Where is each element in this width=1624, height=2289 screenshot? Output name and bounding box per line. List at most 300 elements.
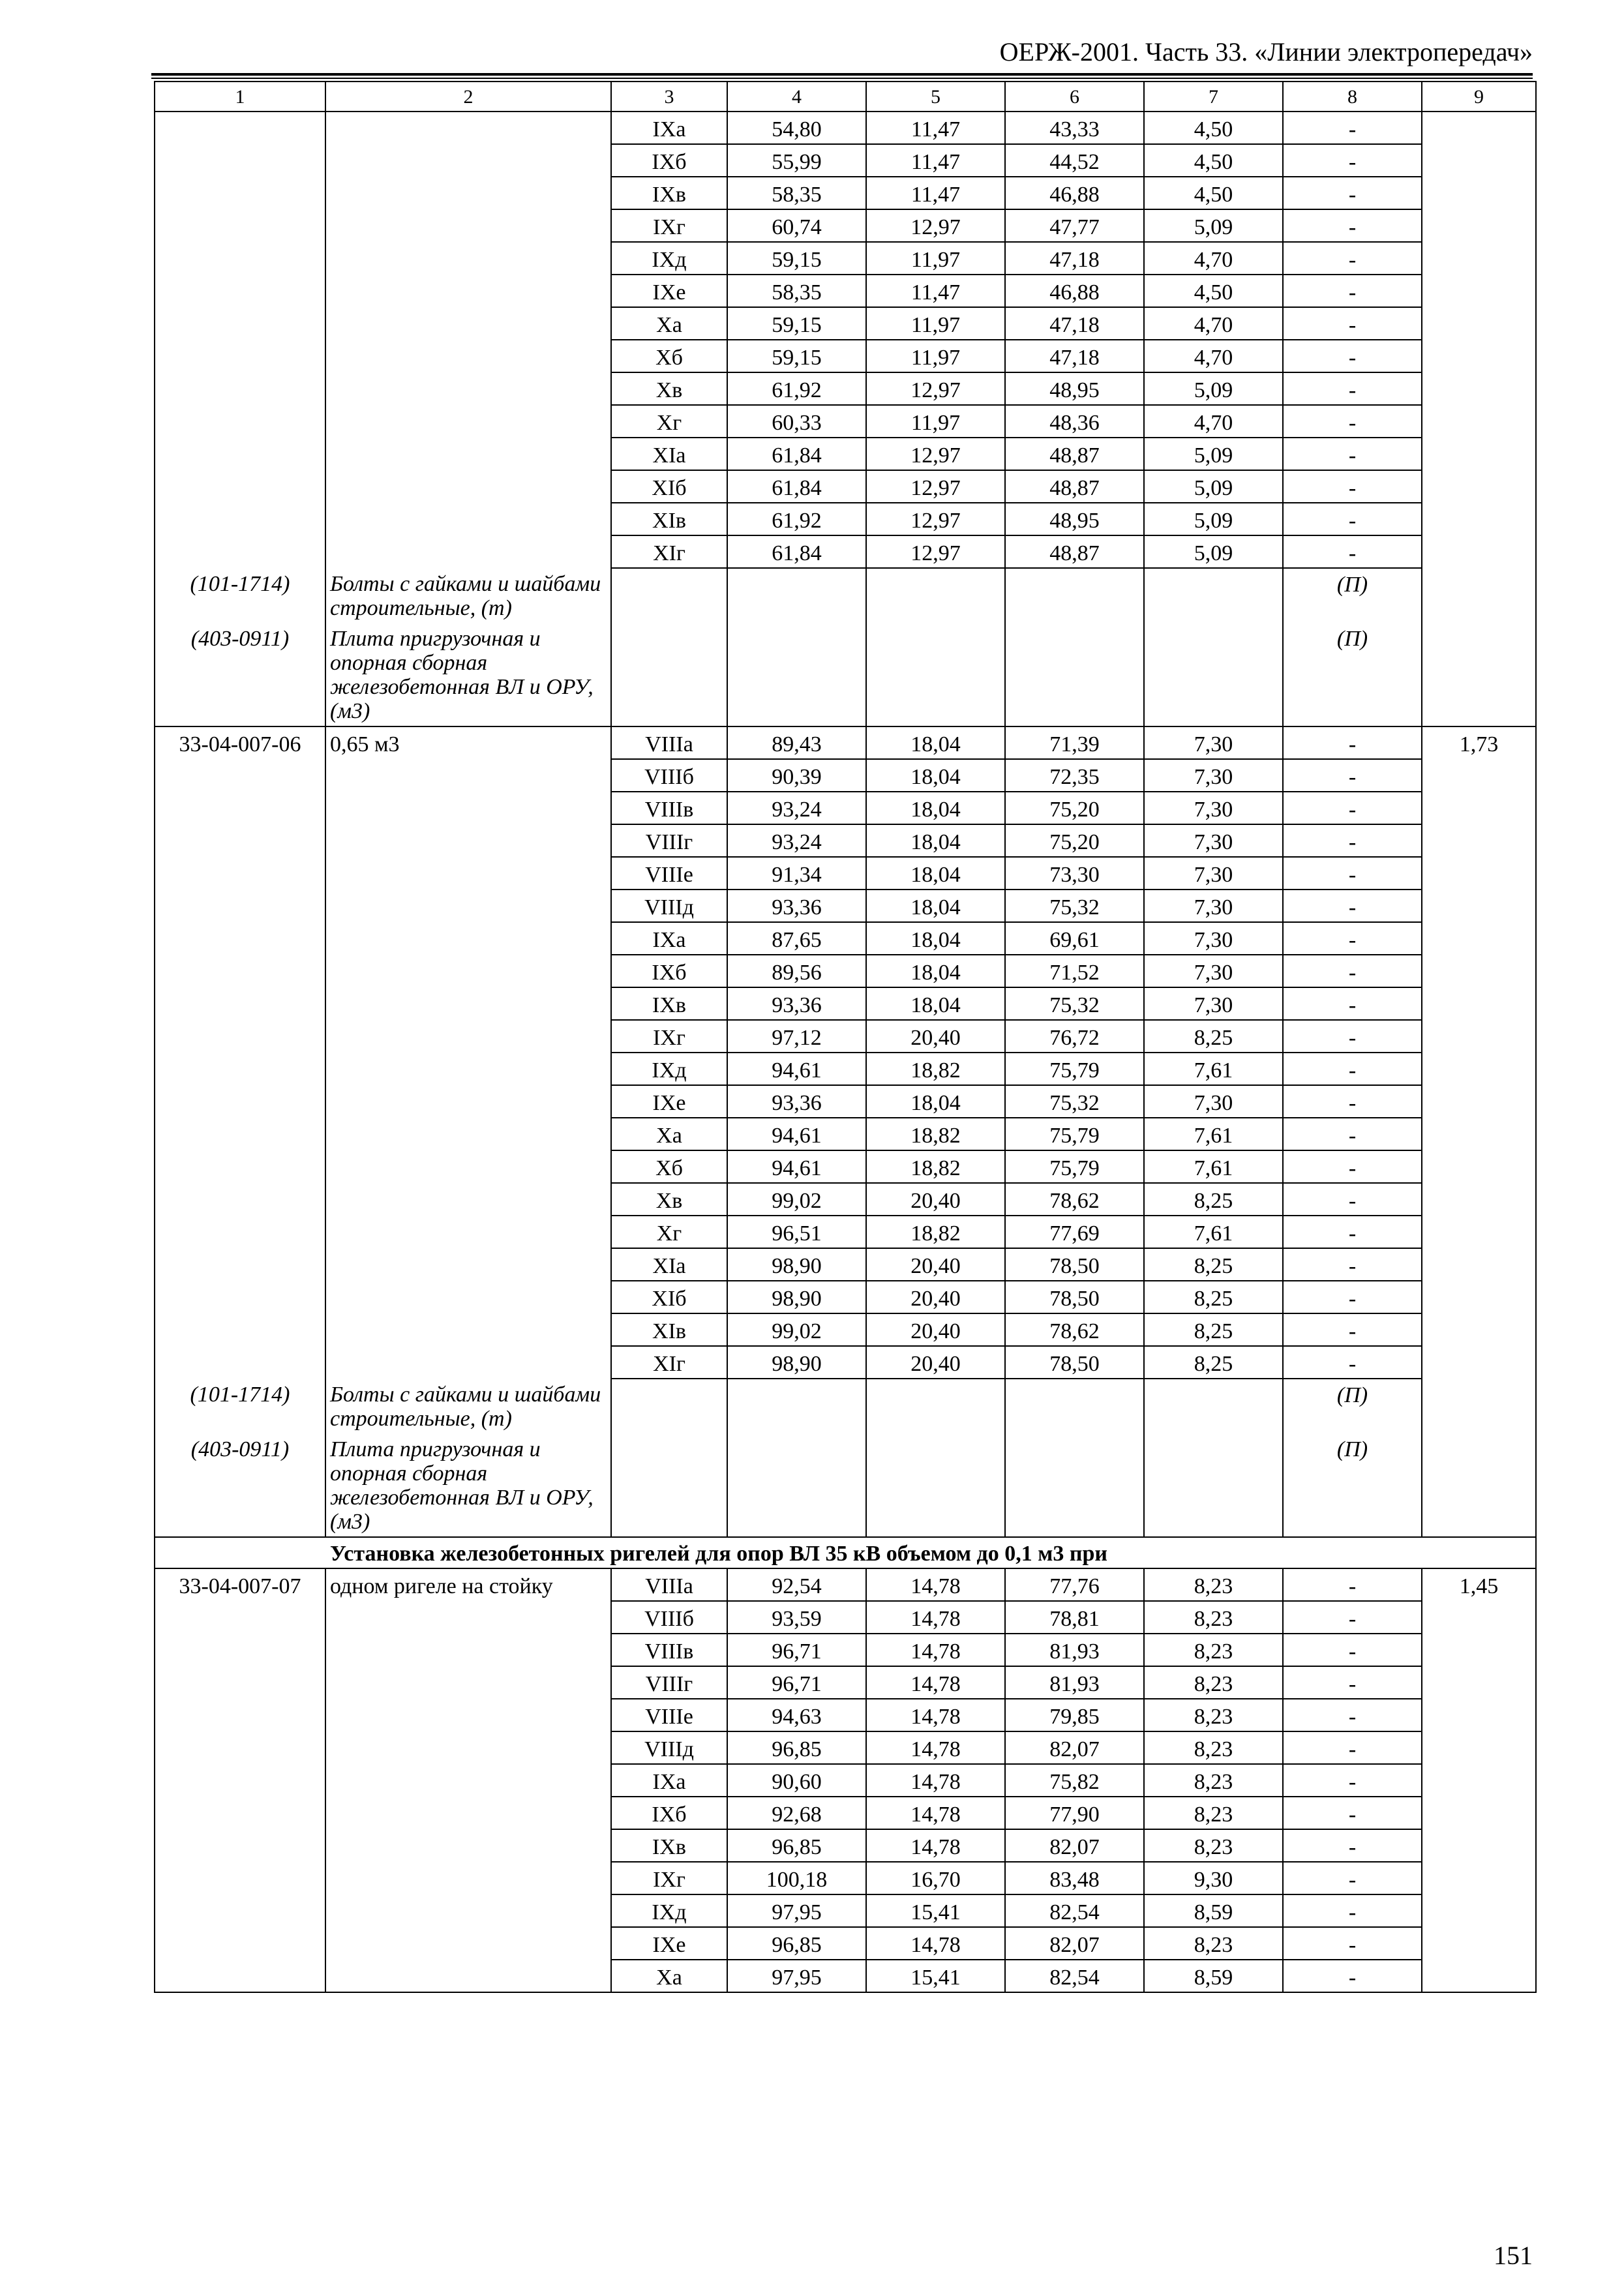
zone-cell: XIв (611, 503, 727, 535)
table-row (155, 1894, 1536, 1927)
machines-cell: 75,79 (1005, 1118, 1144, 1150)
driver-wages-cell: 4,70 (1144, 405, 1283, 438)
table-row (155, 177, 1536, 209)
driver-wages-cell: 7,30 (1144, 792, 1283, 824)
driver-wages-cell: 5,09 (1144, 470, 1283, 503)
section-title: Установка железобетонных ригелей для опор ВЛ 35 кВ объемом до 0,1 м3 при (155, 1537, 1536, 1568)
rate-code-cell (155, 759, 325, 792)
work-name-cell (325, 1666, 611, 1699)
wages-cell: 15,41 (866, 1960, 1005, 1992)
zone-cell: XIг (611, 1346, 727, 1379)
rate-code-cell (155, 1020, 325, 1053)
work-name-cell (325, 275, 611, 307)
labor-cost-cell (1422, 922, 1536, 955)
table-row (155, 1829, 1536, 1862)
total-cost-cell: 89,56 (727, 955, 866, 987)
driver-wages-cell: 8,23 (1144, 1797, 1283, 1829)
zone-cell: IXа (611, 112, 727, 144)
table-row (155, 1960, 1536, 1992)
wages-cell: 11,97 (866, 340, 1005, 372)
total-cost-cell: 96,51 (727, 1216, 866, 1248)
work-name-cell (325, 1313, 611, 1346)
machines-cell: 82,07 (1005, 1731, 1144, 1764)
rate-code-cell (155, 922, 325, 955)
table-row (155, 1764, 1536, 1797)
wages-cell: 12,97 (866, 209, 1005, 242)
resource-flag: (П) (1283, 568, 1422, 623)
rate-code-cell (155, 857, 325, 890)
resource-name: Плита пригрузочная и опорная сборная железобетонная ВЛ и ОРУ, (м3) (325, 1433, 611, 1537)
total-cost-cell: 89,43 (727, 726, 866, 759)
work-name (325, 112, 611, 144)
work-name-cell (325, 535, 611, 568)
wages-cell: 12,97 (866, 438, 1005, 470)
work-name-cell (325, 1216, 611, 1248)
labor-cost-cell (1422, 1862, 1536, 1894)
rate-code: 33-04-007-07 (155, 1568, 325, 1601)
rate-code-cell (155, 1731, 325, 1764)
labor-cost-cell (1422, 372, 1536, 405)
materials-cell: - (1283, 1150, 1422, 1183)
table-row (155, 890, 1536, 922)
labor-cost-cell (1422, 1085, 1536, 1118)
materials-cell: - (1283, 1216, 1422, 1248)
rate-code-cell (155, 955, 325, 987)
wages-cell: 18,82 (866, 1216, 1005, 1248)
total-cost-cell: 61,84 (727, 470, 866, 503)
machines-cell: 44,52 (1005, 144, 1144, 177)
total-cost-cell: 94,63 (727, 1699, 866, 1731)
machines-cell: 48,36 (1005, 405, 1144, 438)
labor-cost-cell (1422, 470, 1536, 503)
zone-cell: IXг (611, 1020, 727, 1053)
rate-code-cell (155, 1085, 325, 1118)
materials-cell: - (1283, 890, 1422, 922)
zone-cell: IXб (611, 1797, 727, 1829)
wages-cell: 11,47 (866, 275, 1005, 307)
zone-cell: VIIIв (611, 1634, 727, 1666)
wages-cell: 14,78 (866, 1634, 1005, 1666)
machines-cell: 43,33 (1005, 112, 1144, 144)
total-cost-cell: 98,90 (727, 1346, 866, 1379)
table-row (155, 1248, 1536, 1281)
resource-row (155, 1379, 1536, 1433)
labor-cost-cell (1422, 1248, 1536, 1281)
table-row (155, 1020, 1536, 1053)
materials-cell: - (1283, 340, 1422, 372)
materials-cell: - (1283, 470, 1422, 503)
machines-cell: 82,07 (1005, 1927, 1144, 1960)
work-name-cell (325, 1150, 611, 1183)
total-cost-cell: 99,02 (727, 1313, 866, 1346)
table-row (155, 307, 1536, 340)
labor-cost-cell (1422, 1346, 1536, 1379)
materials-cell: - (1283, 177, 1422, 209)
work-name-cell (325, 987, 611, 1020)
work-name-cell (325, 1894, 611, 1927)
total-cost-cell: 93,36 (727, 890, 866, 922)
empty-cell (1144, 568, 1283, 623)
total-cost-cell: 54,80 (727, 112, 866, 144)
machines-cell: 47,18 (1005, 242, 1144, 275)
materials-cell: - (1283, 1666, 1422, 1699)
materials-cell: - (1283, 307, 1422, 340)
labor-cost-cell (1422, 1183, 1536, 1216)
machines-cell: 72,35 (1005, 759, 1144, 792)
zone-cell: IXе (611, 275, 727, 307)
work-name-cell (325, 1248, 611, 1281)
driver-wages-cell: 5,09 (1144, 372, 1283, 405)
driver-wages-cell: 4,70 (1144, 242, 1283, 275)
wages-cell: 20,40 (866, 1313, 1005, 1346)
driver-wages-cell: 5,09 (1144, 535, 1283, 568)
work-name-cell (325, 1601, 611, 1634)
wages-cell: 18,04 (866, 987, 1005, 1020)
empty-cell (1422, 1379, 1536, 1433)
total-cost-cell: 93,36 (727, 987, 866, 1020)
empty-cell (1144, 623, 1283, 726)
driver-wages-cell: 8,23 (1144, 1699, 1283, 1731)
wages-cell: 11,97 (866, 405, 1005, 438)
labor-cost-cell (1422, 1216, 1536, 1248)
labor-cost-cell (1422, 535, 1536, 568)
machines-cell: 82,54 (1005, 1960, 1144, 1992)
materials-cell: - (1283, 1764, 1422, 1797)
zone-cell: XIб (611, 470, 727, 503)
total-cost-cell: 93,36 (727, 1085, 866, 1118)
table-row (155, 1183, 1536, 1216)
materials-cell: - (1283, 1894, 1422, 1927)
table-row (155, 955, 1536, 987)
empty-cell (611, 623, 727, 726)
driver-wages-cell: 8,23 (1144, 1731, 1283, 1764)
zone-cell: Xб (611, 340, 727, 372)
total-cost-cell: 87,65 (727, 922, 866, 955)
materials-cell: - (1283, 1731, 1422, 1764)
rate-code-cell (155, 1183, 325, 1216)
rate-code-cell (155, 1894, 325, 1927)
table-row (155, 1601, 1536, 1634)
machines-cell: 46,88 (1005, 177, 1144, 209)
zone-cell: XIб (611, 1281, 727, 1313)
driver-wages-cell: 9,30 (1144, 1862, 1283, 1894)
driver-wages-cell: 5,09 (1144, 503, 1283, 535)
materials-cell: - (1283, 1960, 1422, 1992)
work-name-cell (325, 890, 611, 922)
wages-cell: 16,70 (866, 1862, 1005, 1894)
labor-cost-cell (1422, 1601, 1536, 1634)
zone-cell: VIIIа (611, 1568, 727, 1601)
machines-cell: 77,90 (1005, 1797, 1144, 1829)
driver-wages-cell: 8,25 (1144, 1313, 1283, 1346)
zone-cell: IXг (611, 209, 727, 242)
table-row (155, 242, 1536, 275)
machines-cell: 47,18 (1005, 307, 1144, 340)
work-name-cell (325, 1346, 611, 1379)
resource-code: (403-0911) (155, 1433, 325, 1537)
materials-cell: - (1283, 1927, 1422, 1960)
labor-cost-cell (1422, 503, 1536, 535)
table-row (155, 1346, 1536, 1379)
wages-cell: 18,04 (866, 824, 1005, 857)
page-header: ОЕРЖ-2001. Часть 33. «Линии электропередач» (999, 37, 1533, 67)
empty-cell (727, 568, 866, 623)
zone-cell: Xг (611, 1216, 727, 1248)
zone-cell: VIIIд (611, 890, 727, 922)
total-cost-cell: 98,90 (727, 1281, 866, 1313)
materials-cell: - (1283, 438, 1422, 470)
labor-cost-cell (1422, 1829, 1536, 1862)
empty-cell (611, 1379, 727, 1433)
work-name-cell (325, 1634, 611, 1666)
materials-cell: - (1283, 1085, 1422, 1118)
rate-code-cell (155, 1764, 325, 1797)
total-cost-cell: 93,24 (727, 824, 866, 857)
zone-cell: XIа (611, 1248, 727, 1281)
zone-cell: VIIIе (611, 1699, 727, 1731)
resource-code: (101-1714) (155, 568, 325, 623)
total-cost-cell: 92,68 (727, 1797, 866, 1829)
total-cost-cell: 59,15 (727, 307, 866, 340)
zone-cell: IXв (611, 987, 727, 1020)
machines-cell: 75,79 (1005, 1053, 1144, 1085)
materials-cell: - (1283, 824, 1422, 857)
labor-cost-cell (1422, 1020, 1536, 1053)
zone-cell: IXв (611, 1829, 727, 1862)
labor-cost-cell (1422, 1313, 1536, 1346)
rate-code-cell (155, 470, 325, 503)
table-row (155, 1150, 1536, 1183)
wages-cell: 18,04 (866, 1085, 1005, 1118)
work-name: одном ригеле на стойку (325, 1568, 611, 1601)
driver-wages-cell: 8,25 (1144, 1281, 1283, 1313)
driver-wages-cell: 4,70 (1144, 340, 1283, 372)
materials-cell: - (1283, 1183, 1422, 1216)
driver-wages-cell: 4,50 (1144, 144, 1283, 177)
wages-cell: 20,40 (866, 1248, 1005, 1281)
rate-code-cell (155, 1281, 325, 1313)
machines-cell: 48,87 (1005, 535, 1144, 568)
wages-cell: 14,78 (866, 1797, 1005, 1829)
table-row (155, 1281, 1536, 1313)
driver-wages-cell: 8,23 (1144, 1634, 1283, 1666)
table-row (155, 1927, 1536, 1960)
wages-cell: 20,40 (866, 1281, 1005, 1313)
rate-code-cell (155, 1797, 325, 1829)
rate-code (155, 112, 325, 144)
rate-code-cell (155, 1829, 325, 1862)
column-number: 9 (1422, 82, 1536, 112)
zone-cell: IXг (611, 1862, 727, 1894)
labor-cost-cell (1422, 759, 1536, 792)
wages-cell: 14,78 (866, 1764, 1005, 1797)
resource-name: Болты с гайками и шайбами строительные, (т) (325, 1379, 611, 1433)
labor-cost: 1,73 (1422, 726, 1536, 759)
labor-cost-cell (1422, 144, 1536, 177)
driver-wages-cell: 7,30 (1144, 987, 1283, 1020)
column-number: 6 (1005, 82, 1144, 112)
table-row (155, 1118, 1536, 1150)
driver-wages-cell: 8,23 (1144, 1927, 1283, 1960)
rate-code-cell (155, 242, 325, 275)
empty-cell (1422, 623, 1536, 726)
table-row (155, 1085, 1536, 1118)
machines-cell: 78,50 (1005, 1346, 1144, 1379)
wages-cell: 11,47 (866, 177, 1005, 209)
table-row (155, 438, 1536, 470)
zone-cell: IXа (611, 922, 727, 955)
table-row (155, 792, 1536, 824)
driver-wages-cell: 8,23 (1144, 1568, 1283, 1601)
materials-cell: - (1283, 955, 1422, 987)
driver-wages-cell: 7,61 (1144, 1150, 1283, 1183)
table-row (155, 726, 1536, 759)
materials-cell: - (1283, 503, 1422, 535)
total-cost-cell: 97,12 (727, 1020, 866, 1053)
driver-wages-cell: 8,59 (1144, 1960, 1283, 1992)
labor-cost-cell (1422, 987, 1536, 1020)
labor-cost-cell (1422, 209, 1536, 242)
zone-cell: IXб (611, 955, 727, 987)
empty-cell (1005, 1379, 1144, 1433)
empty-cell (1144, 1379, 1283, 1433)
zone-cell: Xа (611, 1960, 727, 1992)
work-name-cell (325, 1020, 611, 1053)
driver-wages-cell: 5,09 (1144, 438, 1283, 470)
zone-cell: IXв (611, 177, 727, 209)
column-number: 7 (1144, 82, 1283, 112)
resource-name: Болты с гайками и шайбами строительные, (т) (325, 568, 611, 623)
empty-cell (727, 1379, 866, 1433)
wages-cell: 12,97 (866, 503, 1005, 535)
labor-cost: 1,45 (1422, 1568, 1536, 1601)
work-name-cell (325, 824, 611, 857)
machines-cell: 75,32 (1005, 987, 1144, 1020)
machines-cell: 81,93 (1005, 1634, 1144, 1666)
work-name-cell (325, 1118, 611, 1150)
materials-cell: - (1283, 857, 1422, 890)
empty-cell (727, 1433, 866, 1537)
rate-code-cell (155, 340, 325, 372)
labor-cost-cell (1422, 792, 1536, 824)
wages-cell: 20,40 (866, 1183, 1005, 1216)
zone-cell: IXд (611, 242, 727, 275)
driver-wages-cell: 4,50 (1144, 112, 1283, 144)
table-row (155, 1568, 1536, 1601)
labor-cost-cell (1422, 890, 1536, 922)
wages-cell: 20,40 (866, 1346, 1005, 1379)
table-row (155, 1699, 1536, 1731)
labor-cost-cell (1422, 1764, 1536, 1797)
wages-cell: 11,47 (866, 112, 1005, 144)
rate-code-cell (155, 1862, 325, 1894)
work-name-cell (325, 1085, 611, 1118)
materials-cell: - (1283, 372, 1422, 405)
table-row (155, 470, 1536, 503)
wages-cell: 18,04 (866, 759, 1005, 792)
driver-wages-cell: 8,59 (1144, 1894, 1283, 1927)
total-cost-cell: 61,92 (727, 503, 866, 535)
zone-cell: VIIIг (611, 824, 727, 857)
table-row (155, 1313, 1536, 1346)
rate-code-cell (155, 1927, 325, 1960)
machines-cell: 48,95 (1005, 372, 1144, 405)
driver-wages-cell: 4,70 (1144, 307, 1283, 340)
wages-cell: 11,97 (866, 307, 1005, 340)
empty-cell (1005, 1433, 1144, 1537)
driver-wages-cell: 8,23 (1144, 1601, 1283, 1634)
machines-cell: 78,50 (1005, 1248, 1144, 1281)
total-cost-cell: 61,84 (727, 535, 866, 568)
table-row (155, 987, 1536, 1020)
total-cost-cell: 60,33 (727, 405, 866, 438)
wages-cell: 20,40 (866, 1020, 1005, 1053)
work-name-cell (325, 1281, 611, 1313)
zone-cell: IXе (611, 1927, 727, 1960)
column-number-row (155, 82, 1536, 112)
work-name: 0,65 м3 (325, 726, 611, 759)
labor-cost-cell (1422, 1894, 1536, 1927)
work-name-cell (325, 792, 611, 824)
rate-code-cell (155, 1150, 325, 1183)
column-number: 4 (727, 82, 866, 112)
labor-cost-cell (1422, 405, 1536, 438)
wages-cell: 18,04 (866, 922, 1005, 955)
work-name-cell (325, 1927, 611, 1960)
table-row (155, 503, 1536, 535)
total-cost-cell: 61,84 (727, 438, 866, 470)
rate-code-cell (155, 209, 325, 242)
zone-cell: VIIIг (611, 1666, 727, 1699)
rate-code-cell (155, 177, 325, 209)
rate-code-cell (155, 275, 325, 307)
work-name-cell (325, 438, 611, 470)
rate-code-cell (155, 1118, 325, 1150)
table-row (155, 405, 1536, 438)
machines-cell: 71,52 (1005, 955, 1144, 987)
table-row (155, 340, 1536, 372)
machines-cell: 77,69 (1005, 1216, 1144, 1248)
work-name-cell (325, 372, 611, 405)
table-row (155, 372, 1536, 405)
wages-cell: 18,04 (866, 890, 1005, 922)
zone-cell: Xг (611, 405, 727, 438)
materials-cell: - (1283, 1797, 1422, 1829)
page-number: 151 (1494, 2241, 1533, 2270)
driver-wages-cell: 8,25 (1144, 1248, 1283, 1281)
materials-cell: - (1283, 242, 1422, 275)
wages-cell: 18,04 (866, 857, 1005, 890)
table-row (155, 275, 1536, 307)
total-cost-cell: 93,24 (727, 792, 866, 824)
labor-cost (1422, 112, 1536, 144)
labor-cost-cell (1422, 1634, 1536, 1666)
wages-cell: 15,41 (866, 1894, 1005, 1927)
labor-cost-cell (1422, 307, 1536, 340)
labor-cost-cell (1422, 1960, 1536, 1992)
table-row (155, 144, 1536, 177)
wages-cell: 11,97 (866, 242, 1005, 275)
zone-cell: IXб (611, 144, 727, 177)
driver-wages-cell: 7,30 (1144, 824, 1283, 857)
empty-cell (866, 1433, 1005, 1537)
total-cost-cell: 59,15 (727, 242, 866, 275)
wages-cell: 14,78 (866, 1731, 1005, 1764)
driver-wages-cell: 4,50 (1144, 177, 1283, 209)
wages-cell: 12,97 (866, 372, 1005, 405)
wages-cell: 18,82 (866, 1150, 1005, 1183)
materials-cell: - (1283, 1248, 1422, 1281)
